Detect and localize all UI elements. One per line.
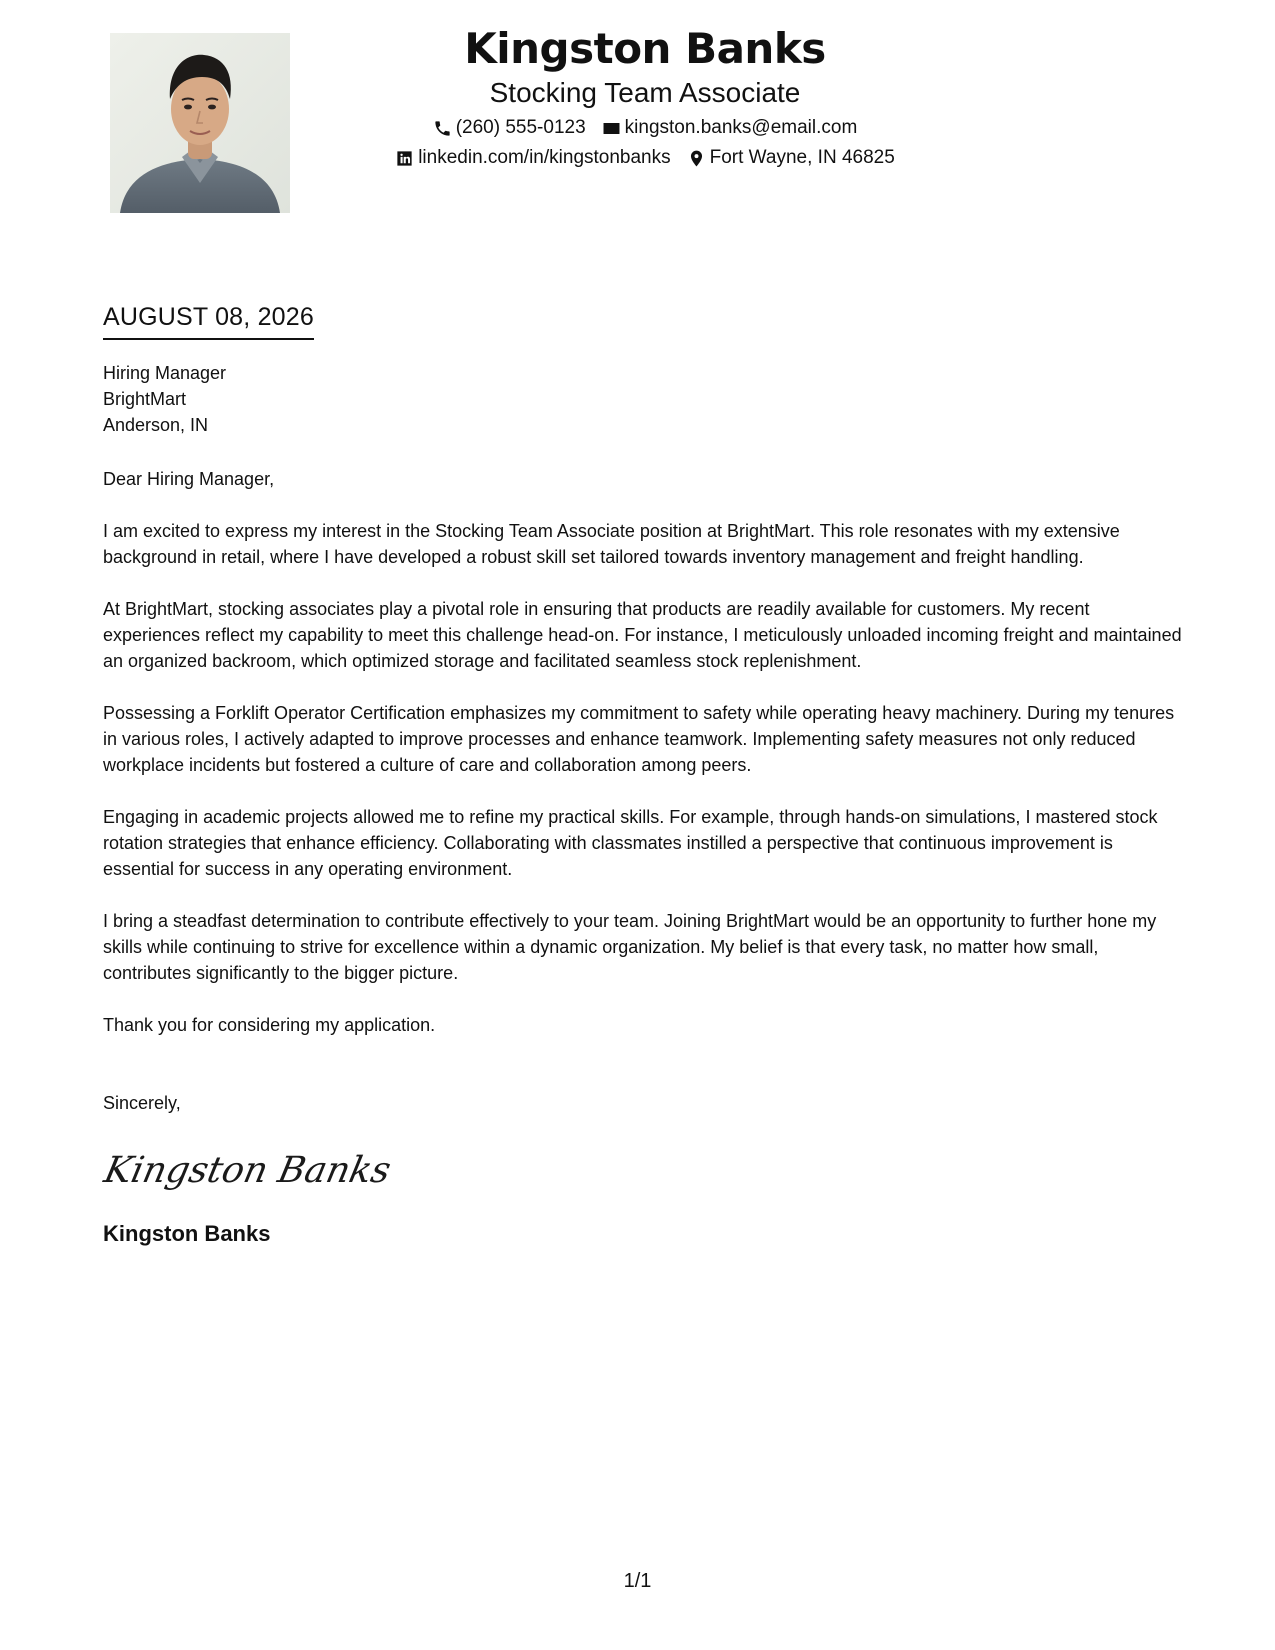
contact-phone	[433, 116, 586, 140]
closing-line: Sincerely,	[103, 1093, 181, 1113]
location-text: Fort Wayne, IN 46825	[709, 147, 895, 168]
thank-you-line: Thank you for considering my application.	[103, 1015, 436, 1035]
recipient-location: Anderson, IN	[103, 415, 209, 435]
email-address: kingston.banks@email.com	[624, 117, 858, 138]
body-paragraph: At BrightMart, stocking associates play a pivotal role in ensuring that products are readily available for customers. My recent experiences reflect my capability to meet this challenge head-on. For instance, I meticulously unloaded incoming freight and maintained an organized backroom, which optimized storage and facilitated seamless stock replenishment.	[103, 599, 1182, 671]
phone-icon	[433, 119, 452, 138]
contact-linkedin	[395, 146, 670, 170]
linkedin-icon	[395, 149, 414, 168]
applicant-job-title: Stocking Team Associate	[489, 77, 801, 108]
recipient-company: BrightMart	[103, 389, 187, 409]
letter-date: AUGUST 08, 2026	[103, 300, 314, 340]
applicant-name: Kingston Banks	[464, 24, 826, 73]
contact-email	[602, 116, 858, 140]
page-number: 1/1	[623, 1570, 652, 1592]
body-paragraph: I am excited to express my interest in the Stocking Team Associate position at BrightMart. This role resonates with my extensive background in retail, where I have developed a robust skill set tailored towards inventory management and freight handling.	[103, 521, 1120, 567]
contact-row-primary	[290, 116, 1000, 140]
letter-body	[100, 300, 1183, 1248]
letter-header	[290, 22, 1000, 170]
signer-name: Kingston Banks	[103, 1221, 271, 1246]
signature-text: Kingston Banks	[100, 1148, 395, 1191]
phone-number: (260) 555-0123	[455, 117, 586, 138]
recipient-title: Hiring Manager	[103, 363, 227, 383]
contact-location	[687, 146, 895, 170]
body-paragraph: I bring a steadfast determination to contribute effectively to your team. Joining BrightMart would be an opportunity to further hone my skills while continuing to strive for excellence within a dynamic organization. My belief is that every task, no matter how small, contributes significantly to the bigger picture.	[103, 911, 1157, 983]
recipient-block	[103, 360, 1183, 438]
contact-row-secondary	[290, 146, 1000, 170]
envelope-icon	[602, 119, 621, 138]
handwritten-signature	[100, 1142, 395, 1202]
map-pin-icon	[687, 149, 706, 168]
salutation: Dear Hiring Manager,	[103, 469, 275, 489]
body-paragraph: Engaging in academic projects allowed me to refine my practical skills. For example, through hands-on simulations, I mastered stock rotation strategies that enhance efficiency. Collaborating with classmates instilled a perspective that continuous improvement is essential for success in any operating environment.	[103, 807, 1158, 879]
body-paragraph: Possessing a Forklift Operator Certification emphasizes my commitment to safety while operating heavy machinery. During my tenures in various roles, I actively adapted to improve processes and enhance teamwork. Implementing safety measures not only reduced workplace incidents but fostered a culture of care and collaboration among peers.	[103, 703, 1175, 775]
profile-photo	[110, 33, 290, 213]
linkedin-url: linkedin.com/in/kingstonbanks	[418, 147, 671, 168]
